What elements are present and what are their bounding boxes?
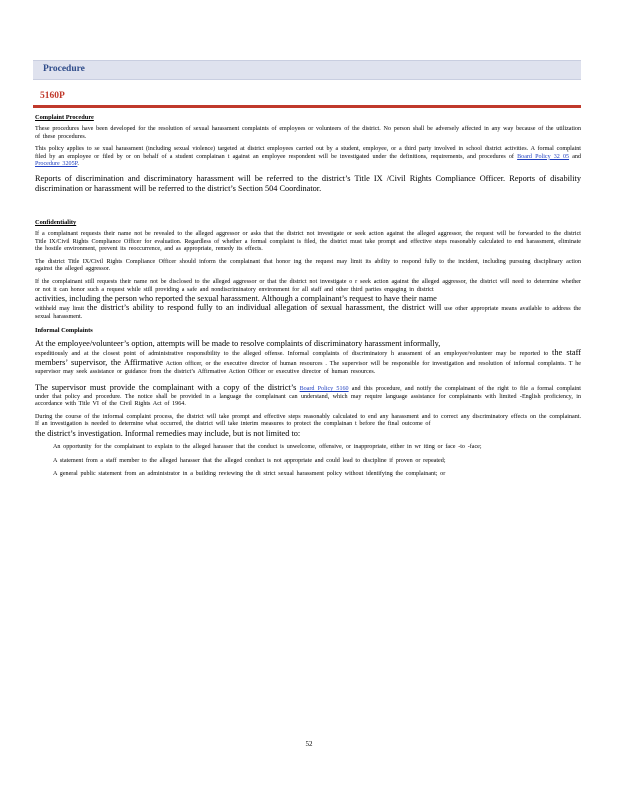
paragraph-text: withheld may limit: [35, 306, 85, 313]
paragraph: These procedures have been developed for the resolution of sexual harassment complaints of employees or volunteers of the district. No person shall be adversely affected in any way because of the utilization of these procedures.: [35, 126, 581, 140]
paragraph: The district Title IX/Civil Rights Compliance Officer should inform the complainant that honor ing the request may limit its ability to respond fully to the incident, including pursuing disciplinary action against the alleged aggressor.: [35, 258, 581, 273]
board-policy-3205-link[interactable]: Board Policy 32 05: [517, 153, 570, 160]
document-body: [35, 114, 581, 485]
list-item-text: An opportunity for the complainant to explain to the alleged harasser that the conduct is unwelcome, offensive, or inappropriate, either in wr iting or face -to -face;: [53, 444, 482, 451]
page-number: 52: [305, 740, 313, 748]
paragraph-text: Action officer, or the executive director of human resources . The supervisor will be responsible for investigation and resolution of informal complaints. T he supervisor may seek assistance or guidance from the district’s Affirmative Action Officer or executive director of human resources.: [35, 360, 581, 375]
procedure-3205p-link[interactable]: Procedure 3205P: [35, 161, 78, 168]
list-item: [35, 444, 581, 452]
list-item: [35, 458, 581, 466]
complaint-procedure-heading: Complaint Procedure: [35, 114, 94, 121]
section-title: Procedure: [43, 64, 85, 74]
paragraph-large-inline: the district’s ability to respond fully to an individual allegation of sexual harassment, the district will: [87, 303, 442, 313]
paragraph-text: use other appropriate means available to address the sexual harassment.: [35, 306, 581, 320]
paragraph: If the complainant still requests their name not be disclosed to the alleged aggressor or that the district not investigate o r seek action against the alleged aggressor, the district will need to determine whether or not it can honor such a request while still providing a safe and nondiscriminatory environment for all staff and other third parties engaging in district: [35, 278, 581, 293]
paragraph: If a complainant requests their name not be revealed to the alleged aggressor or asks that the district not investigate or seek action against the alleged aggressor, the request will be forwarded to the district Title IX/Civil Rights Compliance Officer for evaluation. Regardless of whether a formal complaint is filed, the district must take prompt and effective steps reasonably calculated to end harassment, eliminate the hostile environment, prevent its reoccurrence, and as appropriate, remedy its effects.: [35, 230, 581, 253]
bullet-glyph: [35, 458, 53, 466]
bullet-glyph: [35, 471, 53, 479]
period: .: [77, 161, 79, 168]
policy-number: 5160P: [40, 91, 65, 101]
paragraph-text: expeditiously and at the closest point of administrative responsibility to the alleged offense. Informal complaints of discriminatory h arassment of an employee/volunteer may be reported to: [35, 351, 549, 358]
list-item-text: A statement from a staff member to the alleged harasser that the alleged conduct is not appropriate and could lead to discipline if proven or repeated;: [53, 457, 446, 464]
paragraph-large: At the employee/volunteer’s option, attempts will be made to resolve complaints of discriminatory harassment informally,: [35, 339, 441, 349]
paragraph-large-inline: the staff members’ supervisor, the Affirmative: [35, 348, 581, 367]
confidentiality-heading: Confidentiality: [35, 218, 77, 226]
paragraph-large: activities, including the person who reported the sexual harassment. Although a complainant’s request to have their name: [35, 294, 437, 304]
list-item-text: A general public statement from an administrator in a building reviewing the di strict sexual harassment policy without identifying the complainant; or: [53, 471, 446, 478]
section-banner: [33, 60, 581, 80]
list-item: [35, 471, 581, 479]
paragraph-large-inline: The supervisor must provide the complainant with a copy of the district’s: [35, 383, 297, 393]
conjunction: and: [572, 153, 581, 160]
paragraph-text: This policy applies to se xual harassment (including sexual violence) targeted at district employees carried out by a student, employee, or a third party involved in school district activities. A formal complaint filed by an employee or filed by or on behalf of a student complainan t against an employee respondent will be investigated under the definitions, requirements, and procedures of: [35, 146, 581, 160]
paragraph-large: the district’s investigation. Informal remedies may include, but is not limited to:: [35, 429, 301, 439]
paragraph: [35, 304, 581, 321]
informal-complaints-heading: Informal Complaints: [35, 327, 93, 335]
board-policy-5160-link[interactable]: Board Policy 5160: [299, 386, 349, 393]
red-divider: [33, 105, 581, 108]
paragraph: [35, 146, 581, 169]
paragraph-text: and this procedure, and notify the complainant of the right to file a formal complaint under that policy and procedure. The notice shall be provided in a language the complainant can understand, which may require language assistance for complainants with limited -English proficiency, in accordance with Title VI of the Civil Rights Act of 1964.: [35, 386, 581, 408]
bullet-glyph: [35, 444, 53, 452]
paragraph: During the course of the informal complaint process, the district will take prompt and effective steps reasonably calculated to end any harassment and to correct any discriminatory effects on the complainant. If an investigation is needed to determine what occurred, the district will take interim measures to protect the complainan t before the final outcome of: [35, 413, 581, 428]
paragraph: [35, 384, 581, 409]
paragraph-large: Reports of discrimination and discriminatory harassment will be referred to the district’s Title IX /Civil Rights Compliance Officer. Reports of disability discrimination or harassment will be referred to the district’s Section 504 Coordinator.: [35, 173, 581, 193]
paragraph: [35, 349, 581, 376]
